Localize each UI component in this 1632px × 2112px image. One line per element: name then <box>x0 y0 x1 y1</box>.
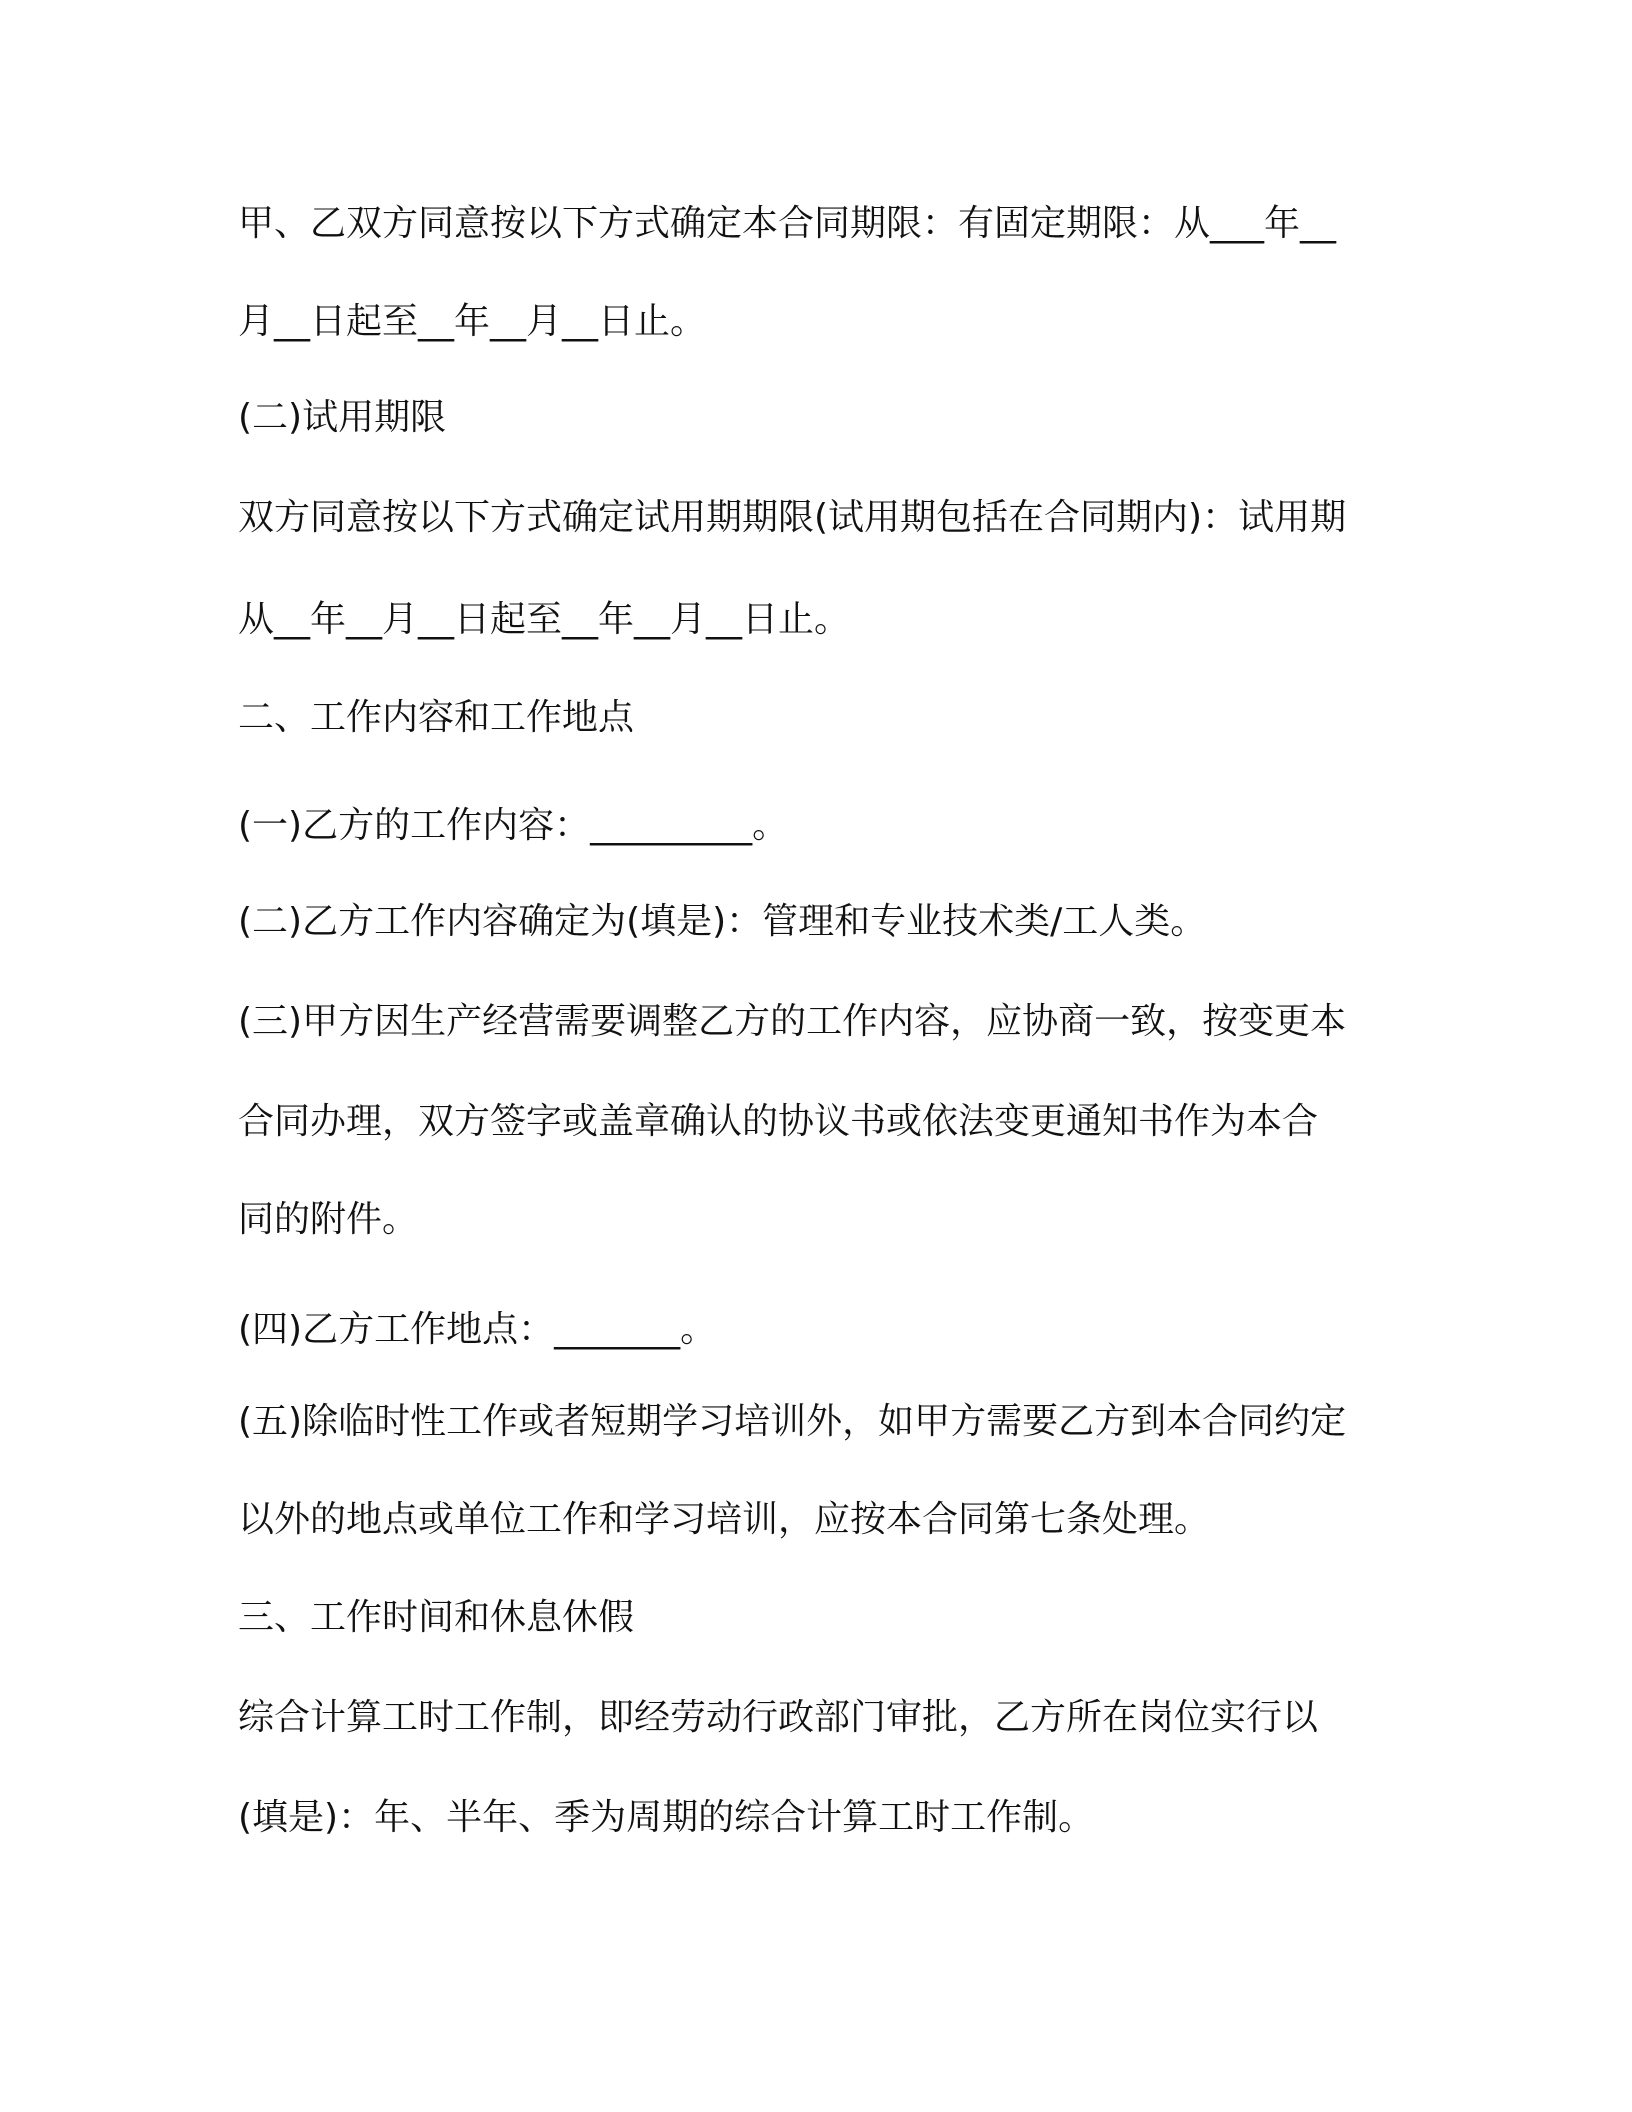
paragraph-work-adjustment-cont: 合同办理，双方签字或盖章确认的协议书或依法变更通知书作为本合 <box>238 1101 1319 1142</box>
paragraph-contract-term: 甲、乙双方同意按以下方式确定本合同期限：有固定期限：从___年__ <box>238 203 1337 244</box>
paragraph-contract-term-cont: 月__日起至__年__月__日止。 <box>238 301 707 342</box>
heading-working-hours-rest: 三、工作时间和休息休假 <box>238 1597 635 1638</box>
paragraph-work-location: (四)乙方工作地点：_______。 <box>238 1309 717 1350</box>
paragraph-work-content: (一)乙方的工作内容：_________。 <box>238 805 789 846</box>
paragraph-probation-term-cont: 从__年__月__日起至__年__月__日止。 <box>238 599 851 640</box>
paragraph-probation-term: 双方同意按以下方式确定试用期期限(试用期包括在合同期内)：试用期 <box>238 497 1347 538</box>
paragraph-work-category: (二)乙方工作内容确定为(填是)：管理和专业技术类/工人类。 <box>238 901 1207 942</box>
paragraph-work-adjustment: (三)甲方因生产经营需要调整乙方的工作内容，应协商一致，按变更本 <box>238 1001 1347 1042</box>
heading-probation-period: (二)试用期限 <box>238 397 447 438</box>
paragraph-comprehensive-hours-cont: (填是)：年、半年、季为周期的综合计算工时工作制。 <box>238 1797 1095 1838</box>
paragraph-comprehensive-hours: 综合计算工时工作制，即经劳动行政部门审批，乙方所在岗位实行以 <box>238 1697 1319 1738</box>
heading-work-content-location: 二、工作内容和工作地点 <box>238 697 635 738</box>
paragraph-off-site-work-cont: 以外的地点或单位工作和学习培训，应按本合同第七条处理。 <box>238 1499 1211 1540</box>
paragraph-off-site-work: (五)除临时性工作或者短期学习培训外，如甲方需要乙方到本合同约定 <box>238 1401 1347 1442</box>
paragraph-work-adjustment-end: 同的附件。 <box>238 1199 419 1240</box>
